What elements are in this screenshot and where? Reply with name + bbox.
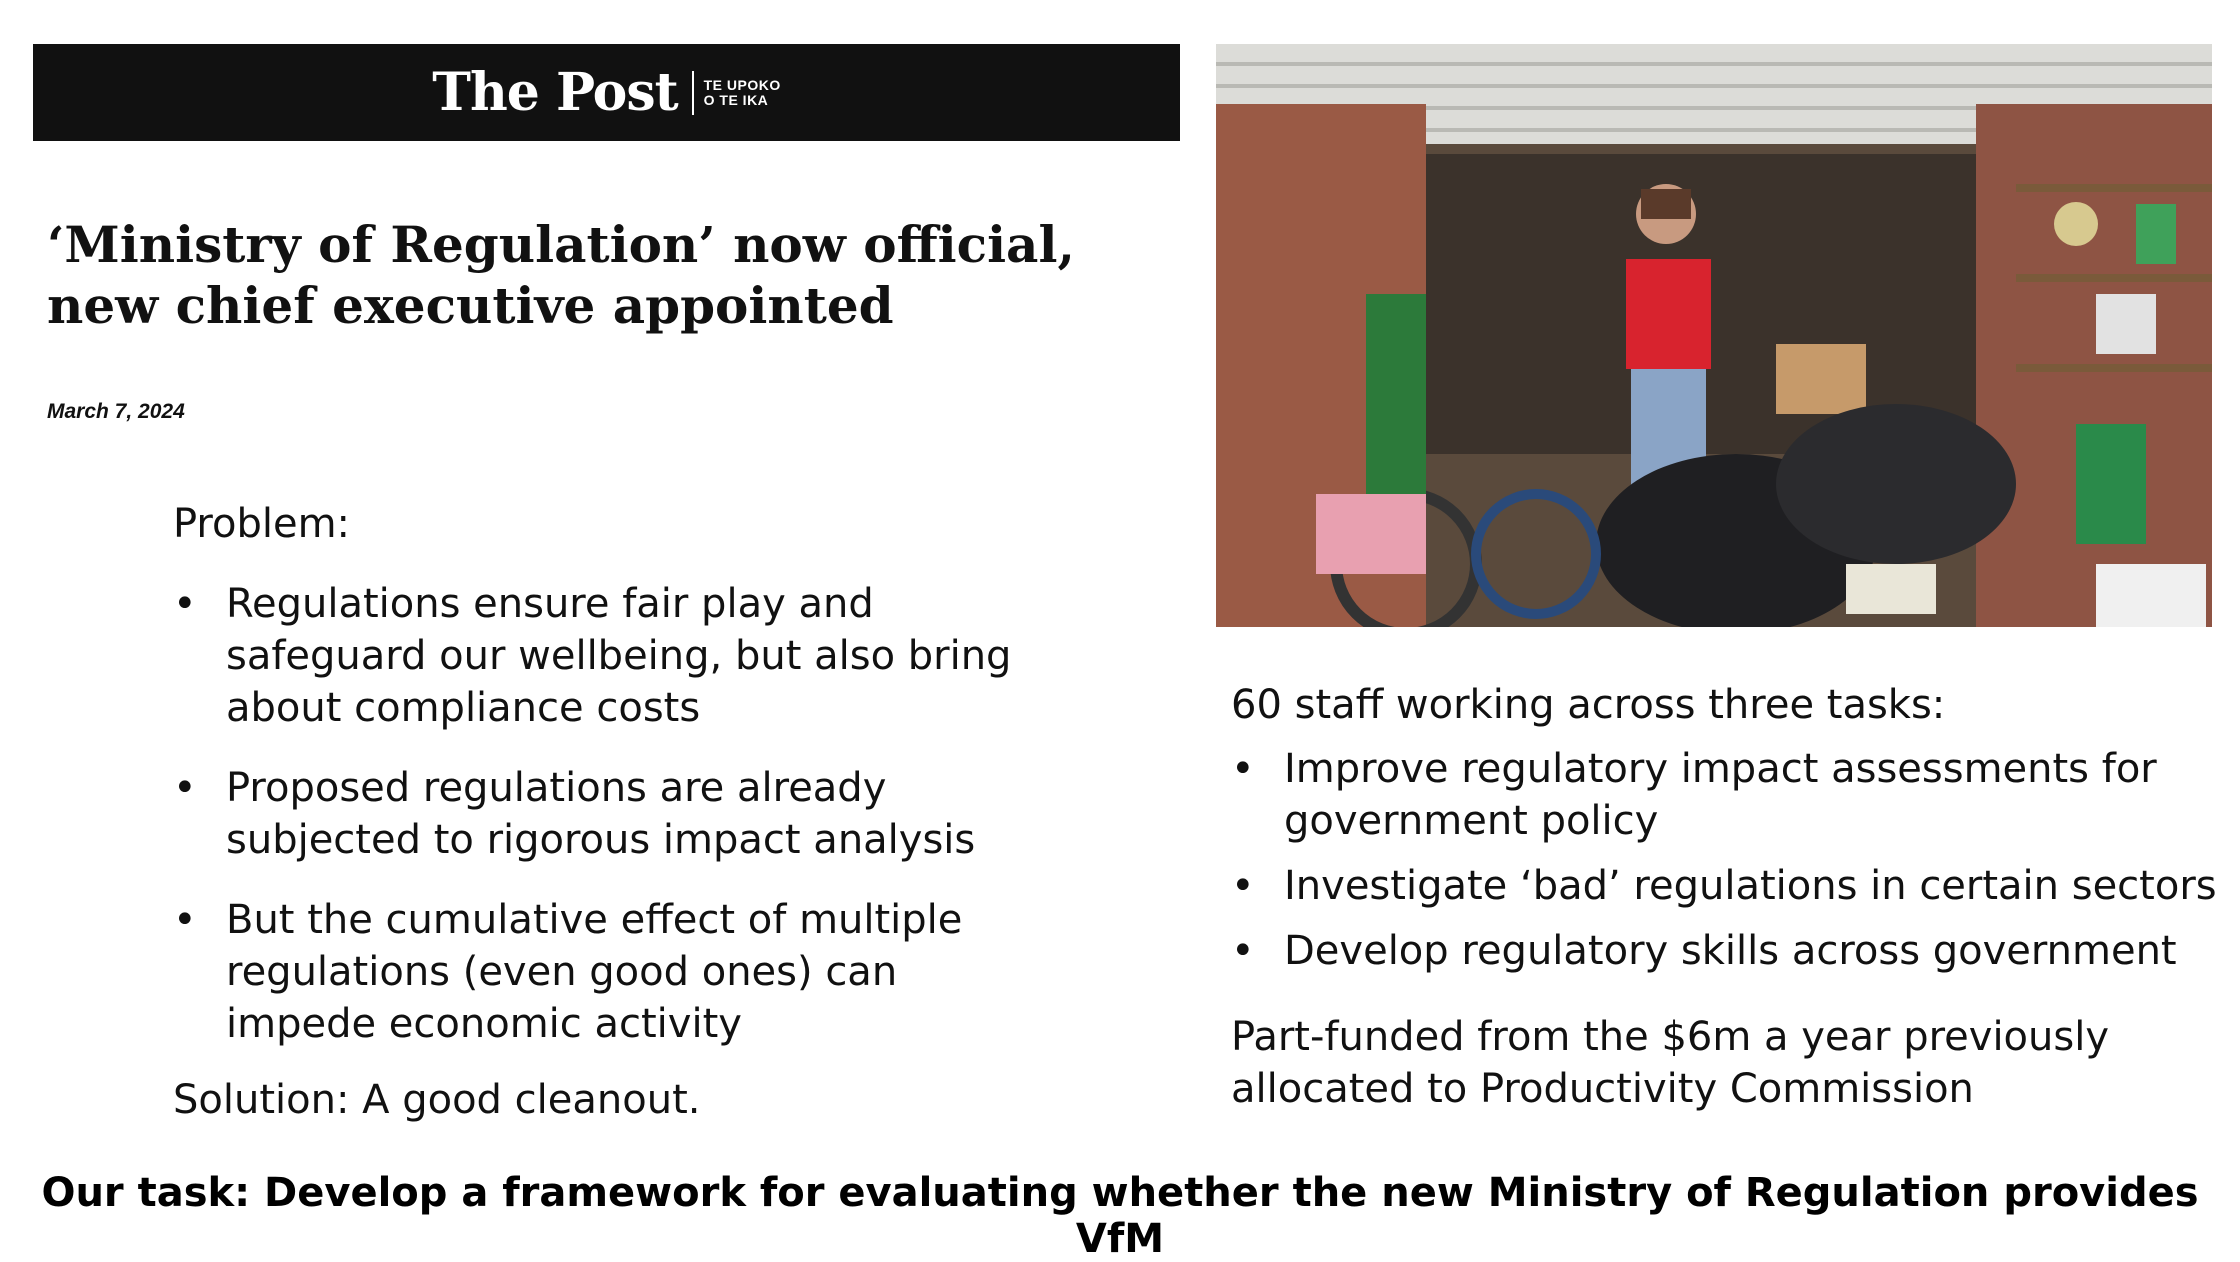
task-bullet-text: Develop regulatory skills across government [1284,928,2177,974]
funding-text: Part-funded from the $6m a year previously allocated to Productivity Commission [1231,1014,2110,1112]
newspaper-masthead [33,44,1180,141]
masthead-logo: The Post [432,62,678,123]
problem-bullet [173,762,1053,866]
bullet-glyph: • [173,765,197,811]
problem-bullet-list [173,578,1053,1050]
problem-label: Problem: [173,501,351,547]
masthead-subtitle-line1: TE UPOKO [703,76,781,93]
tasks-bullet-list [1231,743,2231,977]
bullet-glyph: • [1231,746,1255,792]
task-bullet [1231,925,2231,977]
task-bullet-text: Investigate ‘bad’ regulations in certain sectors [1284,863,2217,909]
problem-bullet [173,578,1053,734]
masthead-subtitle [704,78,781,108]
staff-summary: 60 staff working across three tasks: [1231,682,1946,728]
bullet-glyph: • [173,581,197,627]
masthead-divider [692,71,694,115]
article-date: March 7, 2024 [47,400,185,423]
bullet-glyph: • [1231,928,1255,974]
solution-text: Solution: A good cleanout. [173,1077,701,1123]
task-bullet-text: Improve regulatory impact assessments for government policy [1284,746,2157,844]
masthead-subtitle-line2: O TE IKA [703,91,769,108]
bullet-glyph: • [173,897,197,943]
problem-bullet [173,894,1053,1050]
task-statement: Our task: Develop a framework for evaluating whether the new Ministry of Regulation provides VfM [41,1170,2199,1262]
task-bullet [1231,860,2231,912]
problem-section [173,498,1053,1126]
bullet-glyph: • [1231,863,1255,909]
ministry-tasks-section [1231,679,2231,1115]
cluttered-garage-photo [1216,44,2212,627]
article-headline: ‘Ministry of Regulation’ now official, new chief executive appointed [47,215,1075,335]
problem-bullet-text: Regulations ensure fair play and safeguard our wellbeing, but also bring about compliance costs [226,581,1012,731]
task-bullet [1231,743,2231,847]
problem-bullet-text: Proposed regulations are already subjected to rigorous impact analysis [226,765,976,863]
problem-bullet-text: But the cumulative effect of multiple regulations (even good ones) can impede economic activity [226,897,963,1047]
